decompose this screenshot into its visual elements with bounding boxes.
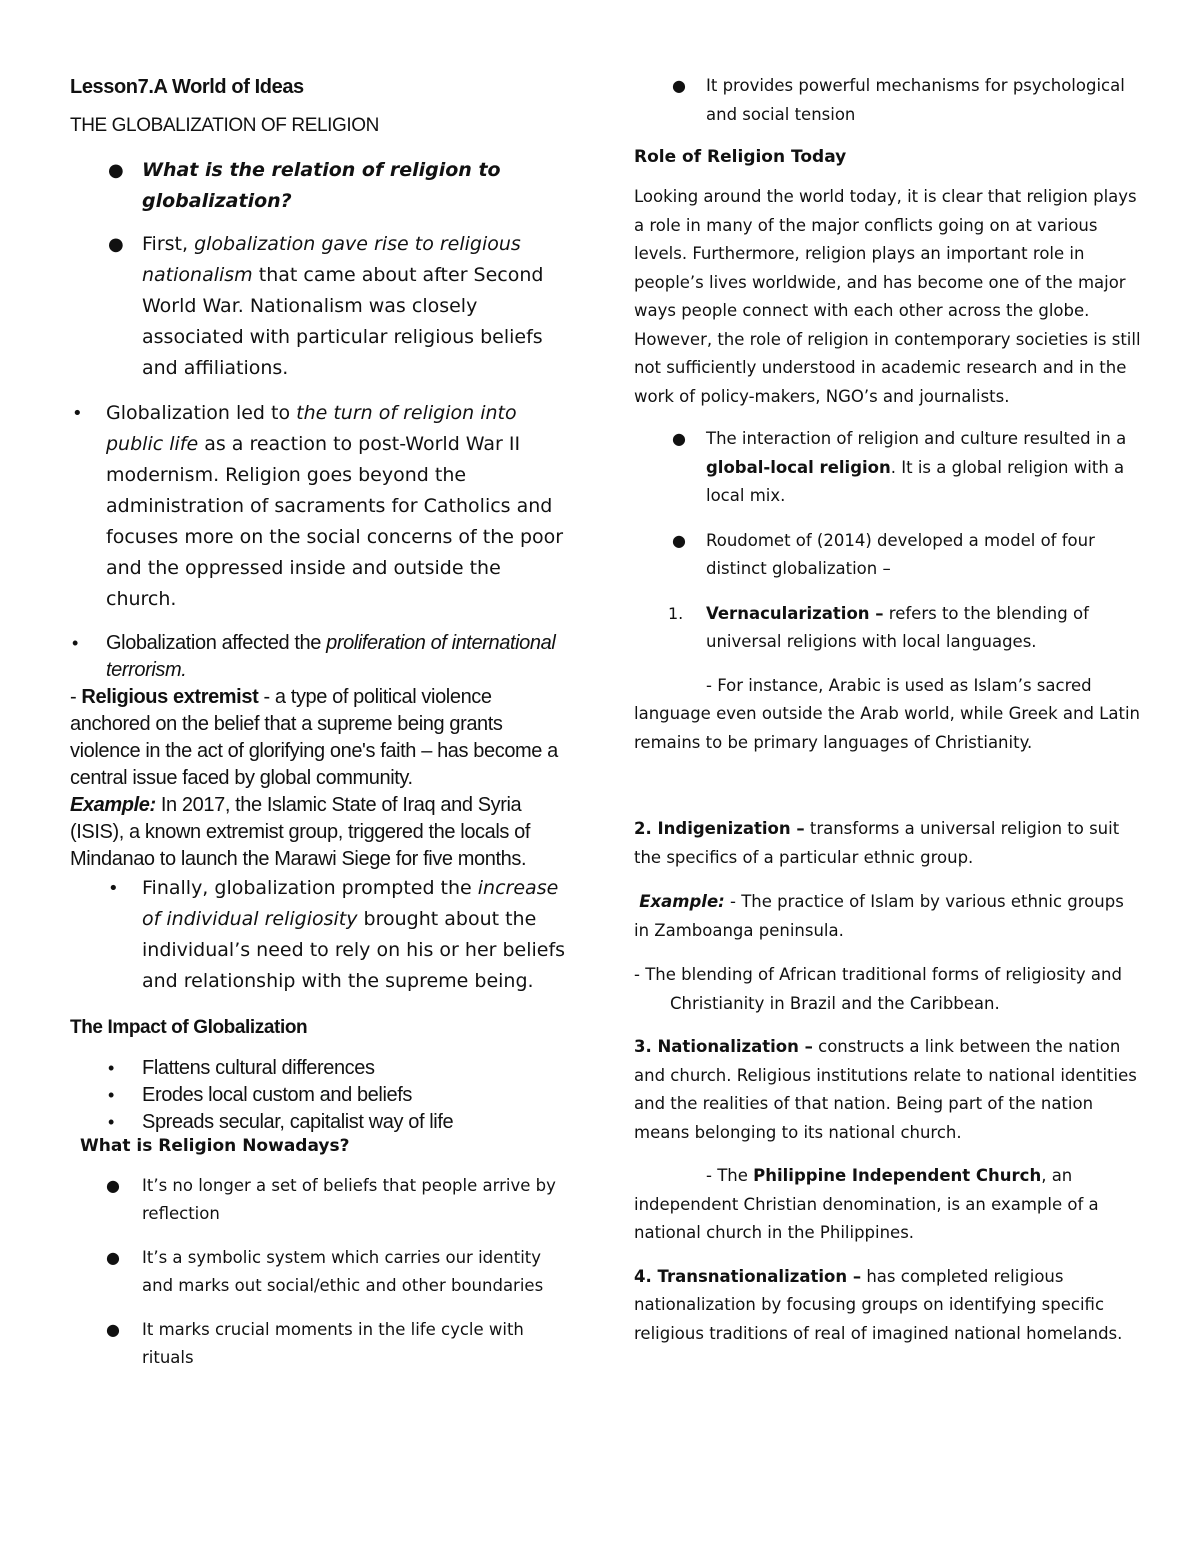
bullet-icon: ● bbox=[106, 1248, 120, 1267]
bullet-icon: ● bbox=[108, 160, 124, 181]
bullet-icon: • bbox=[108, 1058, 114, 1078]
question-text: What is the relation of religion to globalization? bbox=[142, 159, 501, 212]
nationalization-term: 3. Nationalization – bbox=[634, 1037, 813, 1056]
finally-bullet: • Finally, globalization prompted the increase of individual religiosity brought about the individual’s need to rely on his or her beliefs and relationship with the supreme being. bbox=[70, 873, 570, 997]
role-paragraph: Looking around the world today, it is clear that religion plays a role in many of the major conflicts going on at various levels. Furthermore, religion plays an important role in people’s lives worldwide, and has become one of the major ways people connect with each other across the globe. However, the role of religion in contemporary societies is still not sufficiently understood in academic research and in the work of policy-makers, NGO’s and journalists. bbox=[634, 187, 1141, 406]
vernacularization-example: - For instance, Arabic is used as Islam’s sacred language even outside the Arab world, while Greek and Latin remains to be primary languages of Christianity. bbox=[634, 675, 1140, 752]
emphasis-text: globalization gave rise to religious nationalism bbox=[142, 233, 521, 286]
global-local-bullet: ● The interaction of religion and culture resulted in a global-local religion. It is a global religion with a local mix. bbox=[634, 425, 1144, 511]
question-bullet bbox=[70, 155, 570, 217]
mechanisms-bullet: ● It provides powerful mechanisms for psychological and social tension bbox=[634, 72, 1144, 129]
emphasis-text: increase of individual religiosity bbox=[142, 877, 559, 930]
bullet-icon: ● bbox=[672, 76, 686, 95]
indigenization-example: Example: - The practice of Islam by various ethnic groups in Zamboanga peninsula. bbox=[634, 892, 1124, 940]
transnationalization-item: 4. Transnationalization – has completed religious nationalization by focusing groups on identifying specific religious traditions of real of imagined national homelands. bbox=[634, 1266, 1123, 1343]
indigenization-item: 2. Indigenization – transforms a universal religion to suit the specifics of a particular ethnic group. bbox=[634, 819, 1120, 867]
extremist-definition: - Religious extremist - a type of political violence anchored on the belief that a supreme being grants violence in the act of glorifying one's faith – has become a central issue faced by global community. bbox=[70, 686, 558, 789]
left-column bbox=[70, 72, 570, 1372]
indigenization-example-2: - The blending of African traditional forms of religiosity andChristianity in Brazil and the Caribbean. bbox=[634, 965, 1122, 1013]
lesson-title: Lesson7.A World of Ideas bbox=[70, 76, 304, 98]
bullet-icon: ● bbox=[106, 1176, 120, 1195]
emphasis-text: proliferation of international terrorism. bbox=[106, 632, 556, 681]
vernacularization-term: Vernacularization – bbox=[706, 603, 884, 623]
list-item: • Spreads secular, capitalist way of life bbox=[70, 1109, 570, 1136]
bullet-icon: • bbox=[72, 633, 78, 653]
list-item: • Erodes local custom and beliefs bbox=[70, 1082, 570, 1109]
indigenization-term: 2. Indigenization – bbox=[634, 819, 805, 838]
example-label: Example: bbox=[639, 892, 725, 911]
bullet-icon: ● bbox=[108, 234, 124, 255]
list-item: ● It’s no longer a set of beliefs that people arrive by reflection bbox=[70, 1172, 570, 1228]
right-column bbox=[634, 72, 1144, 1348]
bullet-icon: • bbox=[108, 878, 119, 899]
first-bullet: ● First, globalization gave rise to religious nationalism that came about after Second World War. Nationalism was closely associated with particular religious beliefs and affiliations. bbox=[70, 229, 570, 384]
bullet-icon: ● bbox=[106, 1320, 120, 1339]
church-name: Philippine Independent Church bbox=[753, 1166, 1042, 1185]
list-item: ● It marks crucial moments in the life cycle with rituals bbox=[70, 1316, 570, 1372]
bullet-icon: ● bbox=[672, 530, 686, 550]
bullet-icon: • bbox=[108, 1085, 114, 1105]
nowadays-title: What is Religion Nowadays? bbox=[80, 1136, 350, 1156]
terrorism-bullet: • Globalization affected the proliferation of international terrorism. bbox=[72, 632, 556, 681]
extremist-example: Example: In 2017, the Islamic State of Iraq and Syria (ISIS), a known extremist group, triggered the locals of Mindanao to launch the Marawi Siege for five months. bbox=[70, 794, 531, 870]
vernacularization-item: 1. Vernacularization – refers to the blending of universal religions with local languages. bbox=[634, 600, 1144, 657]
extremist-term: Religious extremist bbox=[81, 686, 259, 708]
list-item: • Flattens cultural differences bbox=[70, 1055, 570, 1082]
nationalization-example: - The Philippine Independent Church, an independent Christian denomination, is an example of a national church in the Philippines. bbox=[634, 1166, 1099, 1242]
transnationalization-term: Transnationalization – bbox=[657, 1266, 862, 1286]
nationalization-item: 3. Nationalization – constructs a link between the nation and church. Religious institutions relate to national identities and the realities of that nation. Being part of the nation means belonging to its national church. bbox=[634, 1037, 1137, 1142]
impact-title: The Impact of Globalization bbox=[70, 1017, 308, 1038]
list-item: ● It’s a symbolic system which carries our identity and marks out social/ethic and other boundaries bbox=[70, 1244, 570, 1300]
list-number: 1. bbox=[668, 603, 684, 623]
bullet-icon: • bbox=[108, 1112, 114, 1132]
bullet-icon: ● bbox=[672, 429, 686, 448]
nowadays-list bbox=[70, 1172, 570, 1372]
section-title: THE GLOBALIZATION OF RELIGION bbox=[70, 115, 379, 136]
global-local-term: global-local religion bbox=[706, 457, 891, 477]
impact-list bbox=[70, 1055, 570, 1136]
example-label: Example: bbox=[70, 794, 156, 816]
role-title: Role of Religion Today bbox=[634, 147, 847, 167]
bullet-icon: • bbox=[72, 403, 83, 424]
roudomet-bullet: ● Roudomet of (2014) developed a model of four distinct globalization – bbox=[634, 527, 1144, 584]
turn-bullet: • Globalization led to the turn of religion into public life as a reaction to post-World War II modernism. Religion goes beyond the administration of sacraments for Catholics and focuses more on the social concerns of the poor and the oppressed inside and outside the church. bbox=[70, 398, 570, 615]
emphasis-text: the turn of religion into public life bbox=[106, 402, 517, 455]
